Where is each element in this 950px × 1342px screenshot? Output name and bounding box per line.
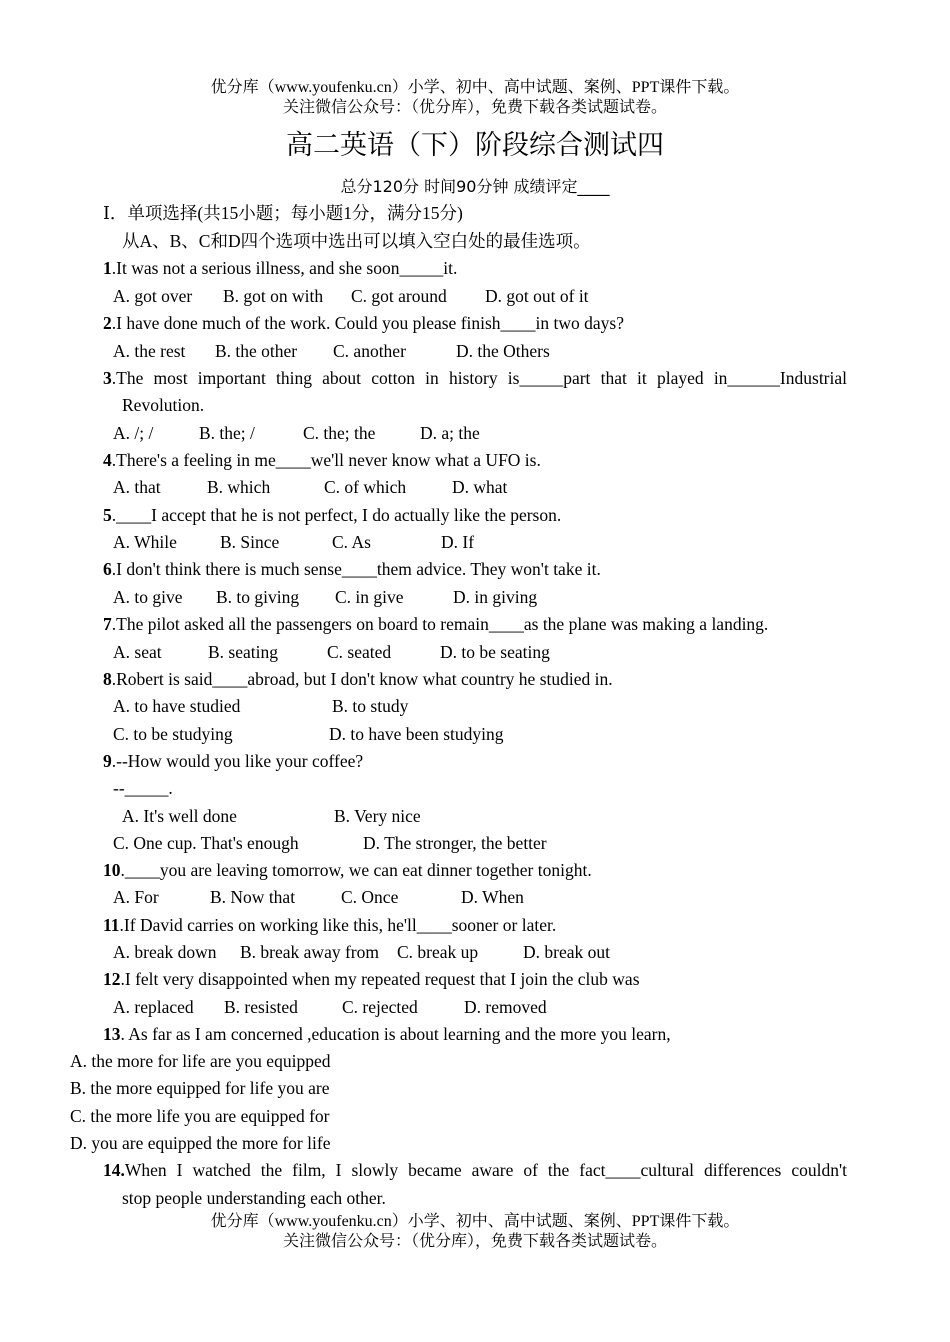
option-a: A. For bbox=[113, 887, 159, 907]
option-c: C. seated bbox=[327, 642, 392, 662]
question-9-options-row-2 bbox=[113, 831, 547, 855]
option-d: D. you are equipped the more for life bbox=[70, 1133, 331, 1153]
question-1-options bbox=[113, 284, 589, 308]
option-c: C. in give bbox=[335, 587, 404, 607]
header-line-2: 关注微信公众号：（优分库），免费下载各类试题试卷。 bbox=[282, 99, 667, 116]
question-10 bbox=[103, 858, 592, 882]
option-a: A. the more for life are you equipped bbox=[70, 1051, 331, 1071]
question-number: 9 bbox=[103, 751, 112, 771]
question-number: 10 bbox=[103, 860, 121, 880]
question-2-options bbox=[113, 339, 550, 363]
option-c: C. As bbox=[332, 532, 371, 552]
option-a: A. It's well done bbox=[122, 806, 237, 826]
question-text: .The pilot asked all the passengers on board to remain____as the plane was making a landing. bbox=[111, 614, 769, 634]
option-d: D. what bbox=[452, 477, 508, 497]
question-number: 6 bbox=[103, 559, 112, 579]
option-d: D. If bbox=[441, 532, 475, 552]
question-9-options-row-1 bbox=[122, 804, 421, 828]
option-b: B. to study bbox=[332, 696, 409, 716]
option-a: A. /; / bbox=[113, 423, 154, 443]
option-d: D. removed bbox=[464, 997, 547, 1017]
option-c: C. of which bbox=[324, 477, 407, 497]
option-a: A. While bbox=[113, 532, 177, 552]
question-text: .If David carries on working like this, he'll____sooner or later. bbox=[119, 915, 557, 935]
option-d: D. in giving bbox=[453, 587, 538, 607]
section-heading: Ⅰ．单项选择(共15小题；每小题1分，满分15分) bbox=[103, 203, 463, 223]
footer-line-1: 优分库（www.youfenku.cn）小学、初中、高中试题、案例、PPT课件下载。 bbox=[210, 1213, 740, 1230]
question-11-options bbox=[113, 940, 610, 964]
question-number: 3 bbox=[103, 368, 112, 388]
question-9 bbox=[103, 749, 363, 773]
question-14 bbox=[103, 1158, 847, 1182]
option-c: C. the; the bbox=[303, 423, 376, 443]
question-8-options-row-2 bbox=[113, 722, 503, 746]
question-text: .The most important thing about cotton in history is_____part that it played in______Industrial bbox=[111, 368, 847, 388]
question-number: 1 bbox=[103, 258, 112, 278]
question-8 bbox=[103, 667, 613, 691]
option-d: D. When bbox=[461, 887, 524, 907]
question-text: When I watched the film, I slowly became aware of the fact____cultural differences couldn't bbox=[124, 1160, 847, 1180]
option-d: D. to have been studying bbox=[329, 724, 504, 744]
question-text: .____I accept that he is not perfect, I do actually like the person. bbox=[111, 505, 562, 525]
question-3-continuation: Revolution. bbox=[122, 395, 205, 415]
exam-meta: 总分120分 时间90分钟 成绩评定____ bbox=[340, 177, 610, 196]
question-text: .I felt very disappointed when my repeated request that I join the club was bbox=[120, 969, 640, 989]
question-text: .I have done much of the work. Could you please finish____in two days? bbox=[111, 313, 625, 333]
option-b: B. resisted bbox=[224, 997, 298, 1017]
option-c: C. Once bbox=[341, 887, 399, 907]
option-b: B. the other bbox=[215, 341, 298, 361]
question-number: 4 bbox=[103, 450, 112, 470]
question-7-options bbox=[113, 640, 550, 664]
question-6-options bbox=[113, 585, 537, 609]
option-c: C. rejected bbox=[342, 997, 418, 1017]
question-5-options bbox=[113, 530, 474, 554]
question-4 bbox=[103, 448, 541, 472]
question-7 bbox=[103, 612, 768, 636]
option-c: C. another bbox=[333, 341, 406, 361]
option-d: D. a; the bbox=[420, 423, 480, 443]
option-d: D. break out bbox=[523, 942, 610, 962]
question-number: 13 bbox=[103, 1024, 121, 1044]
question-6 bbox=[103, 557, 601, 581]
question-number: 2 bbox=[103, 313, 112, 333]
option-b: B. the more equipped for life you are bbox=[70, 1078, 330, 1098]
option-c: C. One cup. That's enough bbox=[113, 833, 299, 853]
question-text: .I don't think there is much sense____them advice. They won't take it. bbox=[111, 559, 601, 579]
option-a: A. break down bbox=[113, 942, 217, 962]
option-d: D. The stronger, the better bbox=[363, 833, 547, 853]
option-b: B. which bbox=[207, 477, 271, 497]
question-number: 11 bbox=[103, 915, 120, 935]
question-text: . As far as I am concerned ,education is about learning and the more you learn, bbox=[120, 1024, 671, 1044]
question-number: 12 bbox=[103, 969, 121, 989]
question-number: 7 bbox=[103, 614, 112, 634]
question-8-options-row-1 bbox=[113, 694, 408, 718]
question-13 bbox=[103, 1022, 671, 1046]
option-b: B. Since bbox=[220, 532, 280, 552]
question-1 bbox=[103, 256, 457, 280]
question-number: 14. bbox=[103, 1160, 125, 1180]
question-2 bbox=[103, 311, 624, 335]
question-text: .____you are leaving tomorrow, we can eat dinner together tonight. bbox=[120, 860, 592, 880]
question-3 bbox=[103, 366, 847, 390]
option-d: D. the Others bbox=[456, 341, 550, 361]
option-b: B. to giving bbox=[216, 587, 300, 607]
option-b: B. Very nice bbox=[334, 806, 421, 826]
question-text: .--How would you like your coffee? bbox=[111, 751, 364, 771]
option-a: A. to give bbox=[113, 587, 183, 607]
question-5 bbox=[103, 503, 561, 527]
page-title: 高二英语（下）阶段综合测试四 bbox=[286, 130, 664, 161]
question-number: 8 bbox=[103, 669, 112, 689]
option-c: C. the more life you are equipped for bbox=[70, 1106, 330, 1126]
question-9-reply: --_____. bbox=[113, 778, 173, 798]
option-c: C. got around bbox=[351, 286, 447, 306]
question-4-options bbox=[113, 475, 507, 499]
question-12 bbox=[103, 967, 640, 991]
question-14-continuation: stop people understanding each other. bbox=[122, 1188, 386, 1208]
option-b: B. seating bbox=[208, 642, 278, 662]
header-line-1: 优分库（www.youfenku.cn）小学、初中、高中试题、案例、PPT课件下载。 bbox=[210, 79, 740, 96]
option-a: A. replaced bbox=[113, 997, 194, 1017]
option-b: B. Now that bbox=[210, 887, 296, 907]
option-c: C. to be studying bbox=[113, 724, 233, 744]
option-d: D. to be seating bbox=[440, 642, 550, 662]
option-a: A. to have studied bbox=[113, 696, 241, 716]
question-text: .There's a feeling in me____we'll never know what a UFO is. bbox=[111, 450, 541, 470]
footer-line-2: 关注微信公众号：（优分库），免费下载各类试题试卷。 bbox=[282, 1233, 667, 1250]
question-3-options bbox=[113, 421, 480, 445]
question-text: .Robert is said____abroad, but I don't know what country he studied in. bbox=[111, 669, 613, 689]
question-text: .It was not a serious illness, and she soon_____it. bbox=[111, 258, 458, 278]
section-instruction: 从A、B、C和D四个选项中选出可以填入空白处的最佳选项。 bbox=[122, 231, 591, 251]
question-12-options bbox=[113, 995, 547, 1019]
option-a: A. that bbox=[113, 477, 161, 497]
option-a: A. the rest bbox=[113, 341, 186, 361]
question-11 bbox=[103, 913, 556, 937]
option-b: B. break away from bbox=[240, 942, 379, 962]
question-10-options bbox=[113, 885, 524, 909]
option-a: A. seat bbox=[113, 642, 162, 662]
option-b: B. the; / bbox=[199, 423, 255, 443]
option-d: D. got out of it bbox=[485, 286, 589, 306]
option-a: A. got over bbox=[113, 286, 193, 306]
option-c: C. break up bbox=[397, 942, 479, 962]
option-b: B. got on with bbox=[223, 286, 324, 306]
question-number: 5 bbox=[103, 505, 112, 525]
